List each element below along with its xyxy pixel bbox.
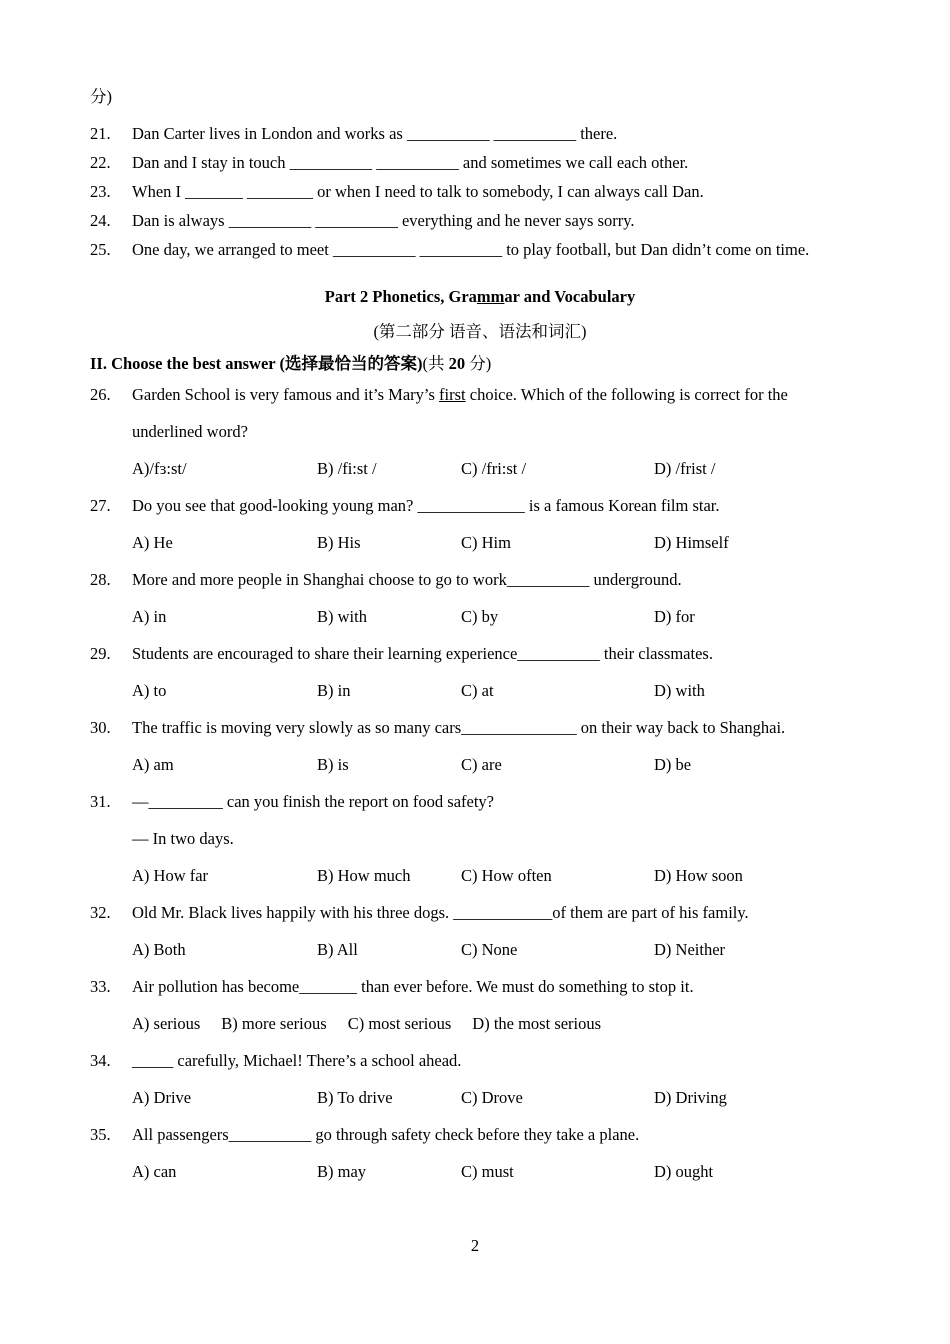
question-item [90, 383, 870, 480]
answer-option: B) more serious [221, 1014, 327, 1033]
fill-blank-item [90, 212, 870, 229]
answer-option: A) am [132, 755, 174, 774]
answer-option: A) He [132, 533, 173, 552]
answer-option: C) must [461, 1162, 514, 1181]
question-number: 29. [90, 644, 111, 663]
answer-option: A) to [132, 681, 167, 700]
answer-option: B) is [317, 755, 349, 774]
answer-option: D) Himself [654, 533, 729, 552]
answer-option: C) /fri:st / [461, 459, 527, 478]
question-number: 28. [90, 570, 111, 589]
question-line [90, 975, 870, 998]
text-segment: (共 [422, 354, 449, 373]
text-segment: Do you see that good-looking young man? _____________ is a famous Korean film star. [132, 496, 720, 515]
question-item [90, 1123, 870, 1183]
answer-option: A) in [132, 607, 167, 626]
text-segment: — In two days. [132, 829, 234, 848]
text-segment: 20 [448, 354, 466, 373]
answer-option: B) All [317, 940, 358, 959]
question-number: 24. [90, 211, 111, 230]
text-segment: 分) [465, 354, 492, 373]
answer-option: A) How far [132, 866, 209, 885]
answer-option: D) ought [654, 1162, 714, 1181]
answer-option: B) His [317, 533, 361, 552]
answer-option: C) Drove [461, 1088, 523, 1107]
text-segment: Students are encouraged to share their learning experience__________ their classmates. [132, 644, 713, 663]
answer-option: D) be [654, 755, 692, 774]
answer-option: D) the most serious [472, 1014, 602, 1033]
answer-option: C) are [461, 755, 502, 774]
question-line [90, 642, 870, 665]
question-number: 31. [90, 792, 111, 811]
text-segment: first [439, 385, 466, 404]
fill-blank-item [90, 154, 870, 171]
question-number: 33. [90, 977, 111, 996]
text-segment: II. Choose the best answer [90, 354, 280, 373]
answer-option: B) with [317, 607, 367, 626]
question-item [90, 975, 870, 1035]
options-row [132, 1086, 870, 1109]
text-segment: Air pollution has become_______ than ever before. We must do something to stop it. [132, 977, 694, 996]
question-number: 34. [90, 1051, 111, 1070]
question-line [90, 716, 870, 739]
answer-option: B) How much [317, 866, 411, 885]
question-line [90, 1049, 870, 1072]
question-number: 26. [90, 385, 111, 404]
section-heading [90, 352, 870, 375]
page-number: 2 [470, 1236, 480, 1255]
answer-option: C) by [461, 607, 499, 626]
question-number: 22. [90, 153, 111, 172]
question-number: 23. [90, 182, 111, 201]
answer-option: D) for [654, 607, 695, 626]
question-line [90, 790, 870, 813]
options-row [132, 753, 870, 776]
continuation-text: 分) [90, 87, 112, 106]
text-segment: Garden School is very famous and it’s Mary’s [132, 385, 440, 404]
part2-title [90, 285, 870, 308]
text-segment: choice. Which of the following is correct for the [465, 385, 788, 404]
answer-option: B) in [317, 681, 351, 700]
question-number: 35. [90, 1125, 111, 1144]
text-segment: More and more people in Shanghai choose to go to work__________ underground. [132, 570, 682, 589]
question-line [90, 1123, 870, 1146]
options-row [132, 864, 870, 887]
fill-blank-list [90, 125, 870, 258]
text-segment: mm [476, 287, 505, 306]
text-segment: Old Mr. Black lives happily with his three dogs. ____________of them are part of his family. [132, 903, 749, 922]
question-line [90, 494, 870, 517]
fill-blank-item [90, 183, 870, 200]
answer-option: C) How often [461, 866, 552, 885]
answer-option: A)/fɜ:st/ [132, 459, 187, 478]
fill-blank-item [90, 241, 870, 258]
question-item [90, 790, 870, 887]
text-segment: underlined word? [132, 422, 248, 441]
options-row [132, 1160, 870, 1183]
text-segment: Part 2 Phonetics, Gra [324, 287, 477, 306]
answer-option: A) Both [132, 940, 186, 959]
question-number: 21. [90, 124, 111, 143]
answer-option: C) None [461, 940, 518, 959]
question-item [90, 1049, 870, 1109]
answer-option: A) Drive [132, 1088, 192, 1107]
question-text: One day, we arranged to meet __________ __________ to play football, but Dan didn’t come on time. [132, 240, 810, 259]
answer-option: D) /frist / [654, 459, 716, 478]
answer-option: C) at [461, 681, 494, 700]
question-number: 30. [90, 718, 111, 737]
text-segment: —_________ can you finish the report on food safety? [132, 792, 495, 811]
question-number: 25. [90, 240, 111, 259]
question-number: 27. [90, 496, 111, 515]
answer-option: B) /fi:st / [317, 459, 377, 478]
answer-option: A) can [132, 1162, 177, 1181]
answer-option: B) To drive [317, 1088, 393, 1107]
question-item [90, 568, 870, 628]
question-text: Dan and I stay in touch __________ __________ and sometimes we call each other. [132, 153, 689, 172]
answer-option: D) Driving [654, 1088, 727, 1107]
options-row [132, 531, 870, 554]
options-row [132, 938, 870, 961]
answer-option: D) Neither [654, 940, 726, 959]
question-text: Dan is always __________ __________ everything and he never says sorry. [132, 211, 635, 230]
answer-option: C) most serious [347, 1014, 452, 1033]
part2-subtitle: (第二部分 语音、语法和词汇) [373, 322, 587, 341]
options-row [132, 457, 870, 480]
mcq-list [90, 383, 870, 1183]
question-line [90, 568, 870, 591]
question-line-continued [132, 420, 870, 443]
options-row [132, 1012, 870, 1035]
question-item [90, 716, 870, 776]
question-item [90, 494, 870, 554]
text-segment: ar and Vocabulary [504, 287, 636, 306]
answer-option: D) with [654, 681, 705, 700]
answer-option: A) serious [132, 1014, 201, 1033]
options-row [132, 605, 870, 628]
question-text: Dan Carter lives in London and works as __________ __________ there. [132, 124, 618, 143]
question-line [90, 901, 870, 924]
question-number: 32. [90, 903, 111, 922]
options-row [132, 679, 870, 702]
answer-option: D) How soon [654, 866, 743, 885]
text-segment: (选择最恰当的答案) [279, 354, 423, 373]
answer-option: B) may [317, 1162, 367, 1181]
text-segment: _____ carefully, Michael! There’s a school ahead. [132, 1051, 462, 1070]
question-line-continued [132, 827, 870, 850]
fill-blank-item [90, 125, 870, 142]
text-segment: The traffic is moving very slowly as so many cars______________ on their way back to Shanghai. [132, 718, 786, 737]
question-item [90, 642, 870, 702]
answer-option: C) Him [461, 533, 511, 552]
text-segment: All passengers__________ go through safety check before they take a plane. [132, 1125, 640, 1144]
question-text: When I _______ ________ or when I need to talk to somebody, I can always call Dan. [132, 182, 704, 201]
question-item [90, 901, 870, 961]
question-line [90, 383, 870, 406]
